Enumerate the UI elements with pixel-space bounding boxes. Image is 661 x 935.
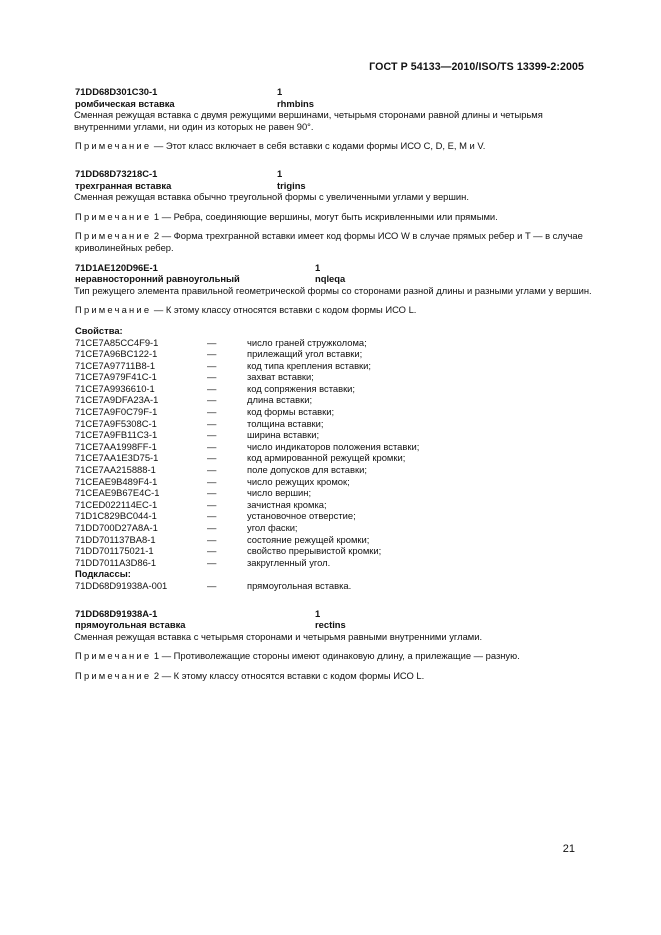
property-row	[75, 441, 590, 453]
name-row	[75, 98, 590, 110]
dash: —	[207, 487, 217, 499]
note-text: 2 — К этому классу относятся вставки с кодом формы ИСО L.	[151, 669, 425, 681]
property-name: ширина вставки;	[247, 429, 320, 441]
class-symbol: nqleqa	[315, 273, 346, 285]
property-row	[75, 394, 590, 406]
property-code: 71CE7AA1E3D75-1	[75, 452, 159, 464]
dash: —	[207, 464, 217, 476]
dash: —	[207, 545, 217, 557]
class-name: трехгранная вставка	[75, 179, 172, 191]
code-row	[75, 86, 590, 98]
property-name: угол фаски;	[247, 522, 298, 533]
note-text: 1 — Противолежащие стороны имеют одинаковую длину, а прилежащие — разную.	[151, 650, 520, 662]
class-code: 71DD68D91938A-1	[75, 607, 158, 619]
dash: —	[207, 336, 217, 348]
class-description: Сменная режущая вставка с четырьмя сторонами и четырьмя равными внутренними углами.	[74, 630, 483, 642]
property-code: 71CED022114EC-1	[75, 498, 158, 510]
property-row	[75, 534, 590, 546]
name-row	[75, 180, 590, 192]
note-label: Примечание	[75, 230, 152, 242]
dash: —	[207, 429, 217, 441]
property-row	[75, 545, 590, 557]
property-name: поле допусков для вставки;	[247, 464, 367, 476]
property-code: 71CE7A9936610-1	[75, 382, 155, 394]
property-code: 71CE7A9F5308C-1	[75, 417, 157, 429]
standard-header: ГОСТ Р 54133—2010/ISO/TS 13399-2:2005	[369, 61, 584, 73]
property-name: код формы вставки;	[247, 406, 335, 418]
code-row	[75, 262, 590, 274]
class-symbol: rectins	[315, 619, 346, 631]
dash: —	[207, 440, 217, 452]
class-code: 71DD68D301C30-1	[75, 86, 158, 97]
dash: —	[207, 359, 217, 371]
property-code: 71DD7011A3D86-1	[75, 556, 157, 568]
property-name: число индикаторов положения вставки;	[247, 440, 420, 452]
class-entry-nqleqa	[75, 262, 590, 592]
property-code: 71CE7AA1998FF-1	[75, 440, 157, 452]
property-code: 71CE7A85CC4F9-1	[75, 336, 159, 348]
note-label: Примечание	[75, 669, 152, 681]
class-name: прямоугольная вставка	[75, 619, 186, 631]
property-row	[75, 452, 590, 464]
properties-list	[75, 337, 590, 569]
page-number: 21	[562, 843, 575, 855]
note-text: 1 — Ребра, соединяющие вершины, могут быть искривленными или прямыми.	[151, 210, 498, 222]
property-row	[75, 383, 590, 395]
class-description: Сменная режущая вставка обычно треугольной формы с увеличенными углами у вершин.	[74, 191, 469, 203]
note	[75, 140, 590, 152]
property-row	[75, 557, 590, 569]
property-row	[75, 360, 590, 372]
note	[75, 670, 590, 682]
property-code: 71CE7A979F41C-1	[75, 371, 157, 383]
property-name: закругленный угол.	[247, 556, 331, 568]
note-label: Примечание	[75, 210, 152, 222]
property-name: установочное отверстие;	[247, 510, 356, 522]
property-code: 71DD700D27A8A-1	[75, 522, 158, 533]
subclasses-heading: Подклассы:	[75, 568, 131, 580]
dash: —	[207, 533, 217, 545]
property-code: 71CE7A9DFA23A-1	[75, 394, 159, 406]
property-name: прилежащий угол вставки;	[247, 348, 363, 360]
property-row	[75, 499, 590, 511]
dash: —	[207, 406, 217, 418]
note-label: Примечание	[75, 304, 152, 316]
dash: —	[207, 498, 217, 510]
property-row	[75, 418, 590, 430]
property-code: 71DD701175021-1	[75, 545, 154, 557]
class-entry-rhombic	[75, 86, 590, 152]
properties-heading: Свойства:	[75, 324, 123, 336]
subclass-code: 71DD68D91938A-001	[75, 579, 168, 591]
property-name: код армированной режущей кромки;	[247, 452, 406, 464]
dash: —	[207, 394, 217, 406]
dash: —	[207, 556, 217, 568]
property-code: 71DD701137BA8-1	[75, 533, 156, 545]
dash: —	[207, 382, 217, 394]
class-version: 1	[315, 607, 321, 619]
property-row	[75, 510, 590, 522]
note	[75, 230, 590, 253]
dash: —	[207, 417, 217, 429]
property-name: состояние режущей кромки;	[247, 533, 370, 545]
dash: —	[207, 452, 217, 464]
property-row	[75, 464, 590, 476]
property-name: захват вставки;	[247, 371, 314, 383]
property-name: код сопряжения вставки;	[247, 382, 356, 394]
class-name: неравносторонний равноугольный	[75, 273, 240, 285]
property-name: число вершин;	[247, 487, 312, 499]
note-label: Примечание	[75, 650, 152, 662]
note	[75, 211, 590, 223]
property-name: число граней стружколома;	[247, 336, 367, 348]
dash: —	[207, 348, 217, 360]
property-row	[75, 337, 590, 349]
class-symbol: trigins	[277, 179, 306, 191]
property-code: 71CE7A97711B8-1	[75, 359, 156, 371]
property-row	[75, 429, 590, 441]
class-description: Сменная режущая вставка с двумя режущими вершинами, четырьмя сторонами равной длины и четырьмя внутренними углами, ни один из которых не равен 90°.	[74, 109, 543, 132]
property-row	[75, 371, 590, 383]
dash: —	[207, 475, 217, 487]
class-version: 1	[277, 167, 283, 179]
class-version: 1	[315, 261, 321, 273]
property-code: 71CE7A96BC122-1	[75, 348, 158, 360]
class-name: ромбическая вставка	[75, 97, 175, 109]
property-code: 71D1C829BC044-1	[75, 510, 157, 522]
class-description: Тип режущего элемента правильной геометрической формы со сторонами разной длины и разными углами у вершин.	[74, 284, 592, 296]
property-row	[75, 348, 590, 360]
subclass-row	[75, 580, 590, 592]
property-name: свойство прерывистой кромки;	[247, 545, 382, 557]
class-entry-trigon	[75, 168, 590, 254]
property-name: зачистная кромка;	[247, 498, 327, 510]
code-row	[75, 168, 590, 180]
dash: —	[207, 522, 217, 533]
name-row	[75, 273, 590, 285]
name-row	[75, 619, 590, 631]
note	[75, 304, 590, 316]
property-name: код типа крепления вставки;	[247, 359, 371, 371]
property-name: число режущих кромок;	[247, 475, 350, 487]
dash: —	[207, 510, 217, 522]
property-code: 71CE7A9F0C79F-1	[75, 406, 158, 418]
property-row	[75, 406, 590, 418]
class-code: 71D1AE120D96E-1	[75, 261, 158, 273]
note-text: — К этому классу относятся вставки с кодом формы ИСО L.	[151, 304, 417, 316]
property-row	[75, 476, 590, 488]
note-text: — Этот класс включает в себя вставки с кодами формы ИСО C, D, E, M и V.	[151, 140, 486, 152]
class-code: 71DD68D73218C-1	[75, 167, 158, 179]
class-entry-rectangular	[75, 608, 590, 682]
property-row	[75, 522, 590, 534]
property-name: длина вставки;	[247, 394, 313, 406]
property-code: 71CE7AA215888-1	[75, 464, 156, 476]
note-label: Примечание	[75, 140, 152, 152]
note	[75, 650, 590, 662]
property-name: толщина вставки;	[247, 417, 324, 429]
code-row	[75, 608, 590, 620]
note-text: 2 — Форма трехгранной вставки имеет код формы ИСО W в случае прямых ребер и T — в случае криволинейных ребер.	[75, 230, 583, 253]
dash: —	[207, 371, 217, 383]
property-row	[75, 487, 590, 499]
dash: —	[207, 579, 217, 591]
content	[75, 86, 590, 682]
property-code: 71CEAE9B67E4C-1	[75, 487, 160, 499]
property-code: 71CE7A9FB11C3-1	[75, 429, 158, 441]
class-symbol: rhmbins	[277, 97, 314, 109]
class-version: 1	[277, 86, 283, 97]
property-code: 71CEAE9B489F4-1	[75, 475, 158, 487]
subclass-name: прямоугольная вставка.	[247, 579, 352, 591]
